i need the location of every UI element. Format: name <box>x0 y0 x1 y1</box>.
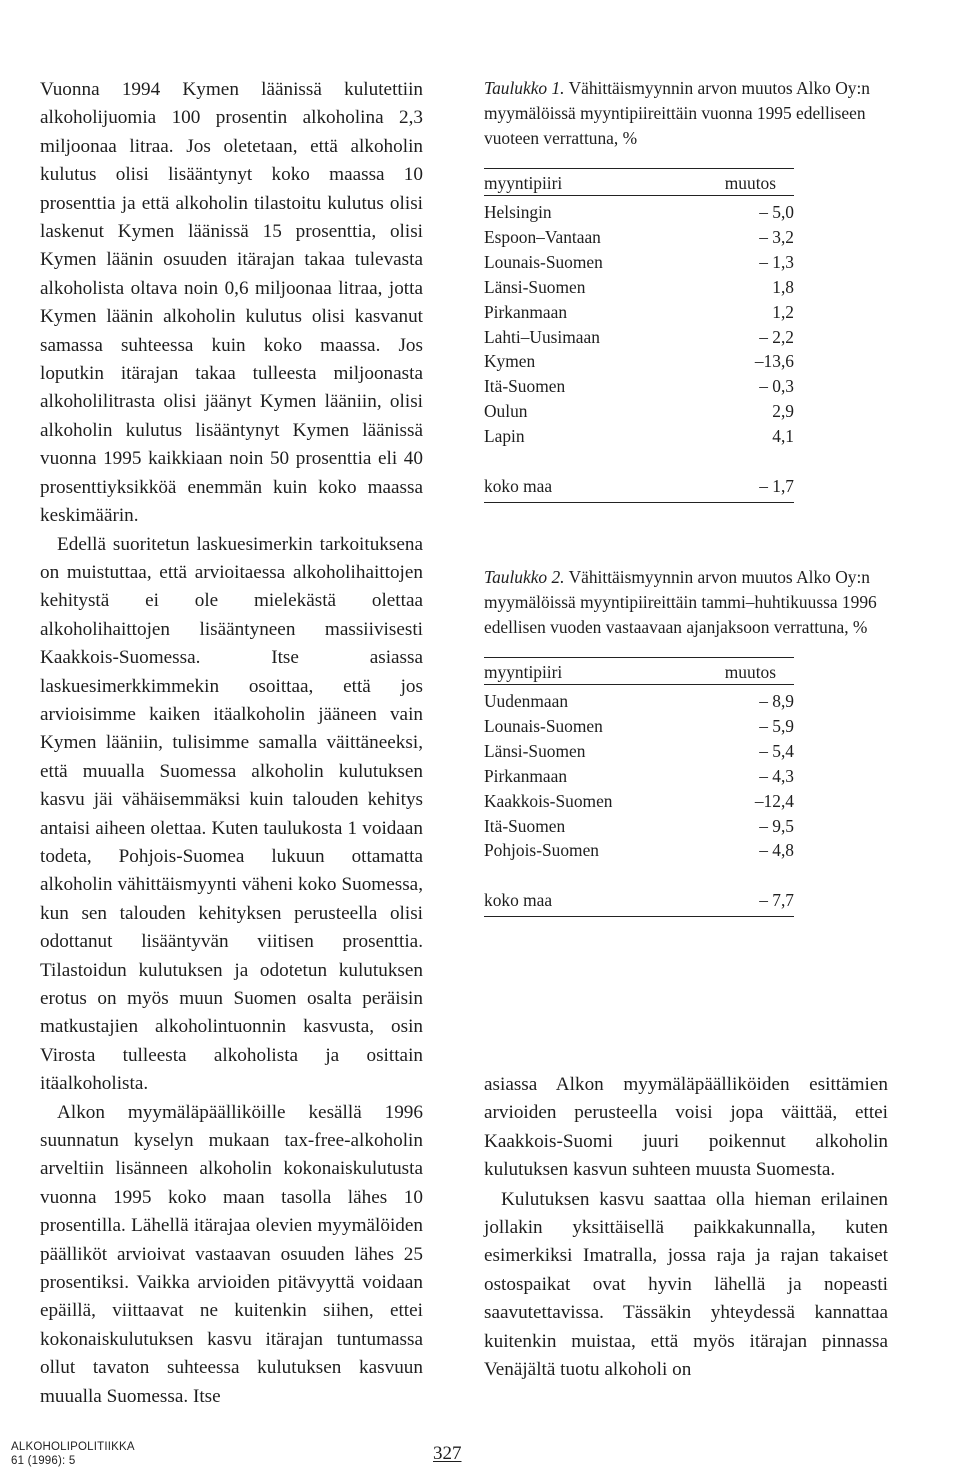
table-2-label: Taulukko 2. <box>484 566 565 587</box>
table-1 <box>484 168 794 503</box>
right-paragraph-1: asiassa Alkon myymäläpäälliköiden esittämien arvioiden perusteella voisi jopa väittää, ettei Kaakkois-Suomi juuri poikennut alkoholin kulutuksen kasvun suhteen muusta Suomesta. <box>484 1074 888 1181</box>
table-2-col-district: myyntipiiri <box>484 661 563 682</box>
table-2-total-value: – 7,7 <box>759 890 794 911</box>
change-cell: 2,9 <box>772 401 794 422</box>
table-2 <box>484 657 794 917</box>
table-row <box>484 739 794 764</box>
change-cell: – 1,3 <box>759 251 794 272</box>
district-cell: Länsi-Suomen <box>484 276 586 297</box>
table-row <box>484 250 794 275</box>
right-column-text <box>484 1071 888 1384</box>
table-row <box>484 424 794 449</box>
change-cell: 1,2 <box>772 301 794 322</box>
table-1-body <box>484 196 794 450</box>
change-cell: – 0,3 <box>759 376 794 397</box>
journal-name: ALKOHOLIPOLITIIKKA <box>11 1441 135 1453</box>
table-1-total-label: koko maa <box>484 476 553 497</box>
table-1-caption-text: Vähittäismyynnin arvon muutos Alko Oy:n myymälöissä myyntipiireittäin vuonna 1995 edelliseen vuoteen verrattuna, % <box>484 78 870 148</box>
district-cell: Lounais-Suomen <box>484 251 603 272</box>
district-cell: Pirkanmaan <box>484 301 568 322</box>
change-cell: 4,1 <box>772 426 794 447</box>
table-1-total-value: – 1,7 <box>759 476 794 497</box>
change-cell: – 4,3 <box>759 765 794 786</box>
table-row <box>484 196 794 225</box>
body-paragraph-2: Edellä suoritetun laskuesimerkin tarkoituksena on muistuttaa, että arvioitaessa alkoholihaittojen kehitystä ei ole mielekästä olettaa alkoholihaittojen lisääntyneen massiivisesti Kaakkois-Suomessa. Itse asiassa laskuesimerkkimmekin osoittaa, että jos arvioisimme kaiken itäalkoholin jääneen vain Kymen lääniin, tulisimme samalla väittäneeksi, että muualla Suomessa alkoholin kulutuksen kasvu jäi vähäisemmäksi kuin talouden kehitys antaisi aiheen olettaa. Kuten taulukosta 1 voidaan todeta, Pohjois-Suomea lukuun ottamatta alkoholin vähittäismyynti väheni koko Suomessa, kun sen talouden kehityksen perusteella olisi odottanut lisääntyvän viitisen prosenttia. Tilastoidun kulutuksen ja odotetun kulutuksen erotus on myös muun Suomen osalta peräisin matkustajien alkoholintuonnin kasvusta, osin Virosta tulleesta alkoholista ja osittain itäalkoholista. <box>40 533 423 1095</box>
table-row <box>484 789 794 814</box>
table-2-body <box>484 684 794 863</box>
table-row <box>484 838 794 863</box>
district-cell: Pohjois-Suomen <box>484 840 599 861</box>
district-cell: Lounais-Suomen <box>484 715 603 736</box>
district-cell: Lahti–Uusimaan <box>484 326 600 347</box>
table-1-block <box>484 76 888 503</box>
change-cell: 1,8 <box>772 276 794 297</box>
district-cell: Itä-Suomen <box>484 815 566 836</box>
table-1-label: Taulukko 1. <box>484 78 565 98</box>
footer-journal-info <box>11 1440 135 1468</box>
left-column <box>40 76 423 1411</box>
district-cell: Kaakkois-Suomen <box>484 790 613 811</box>
district-cell: Pirkanmaan <box>484 765 568 786</box>
table-2-total-label: koko maa <box>484 890 553 911</box>
table-row <box>484 325 794 350</box>
district-cell: Oulun <box>484 401 528 422</box>
change-cell: – 2,2 <box>759 326 794 347</box>
table-row <box>484 225 794 250</box>
table-row <box>484 374 794 399</box>
table-row <box>484 349 794 374</box>
change-cell: – 5,9 <box>759 715 794 736</box>
table-row <box>484 814 794 839</box>
table-1-caption <box>484 76 888 151</box>
change-cell: –12,4 <box>754 790 794 811</box>
district-cell: Kymen <box>484 351 536 372</box>
table-1-col-change: muutos <box>724 173 776 193</box>
table-2-caption-text: Vähittäismyynnin arvon muutos Alko Oy:n myymälöissä myyntipiireittäin tammi–huhtikuussa 1996 edellisen vuoden vastaavaan ajanjaksoon verrattuna, % <box>484 566 877 637</box>
table-2-col-change: muutos <box>724 661 776 682</box>
body-paragraph-1: Vuonna 1994 Kymen läänissä kulutettiin alkoholijuomia 100 prosentin alkoholina 2,3 miljoonaa litraa. Jos oletetaan, että alkoholin kulutus olisi lisääntynyt koko maassa 10 prosenttia ja että alkoholin tilastoitu kulutus olisi laskenut Kymen läänissä 15 prosenttia, olisi Kymen läänin osuuden itärajan takaa tulevasta alkoholista oltava noin 0,6 miljoonaa litraa, jotta Kymen läänin alkoholin kulutus olisi kasvanut samassa suhteessa kuin koko maassa. Jos loputkin itärajan takaa tulleesta miljoonasta alkoholilitrasta olisi jäänyt Kymen lääniin, olisi alkoholin kulutus lisääntynyt Kymen läänissä vuonna 1995 kaikkiaan noin 50 prosenttia eli 40 prosenttiyksikköä enemmän kuin koko maassa keskimäärin. <box>40 79 423 527</box>
table-row <box>484 399 794 424</box>
table-row <box>484 714 794 739</box>
district-cell: Länsi-Suomen <box>484 740 586 761</box>
change-cell: – 5,4 <box>759 740 794 761</box>
body-paragraph-3: Alkon myymäläpäälliköille kesällä 1996 suunnatun kyselyn mukaan tax-free-alkoholin arveltiin lisänneen alkoholin kokonaiskulutusta vuonna 1995 koko maan tasolla lähes 10 prosentilla. Lähellä itärajaa olevien myymälöiden päälliköt arvioivat vastaavan osuuden lähes 25 prosentiksi. Vaikka arvioiden pitävyyttä voidaan epäillä, viittaavat ne kuitenkin siihen, ettei kokonaiskulutuksen kasvu itärajan tuntumassa ollut tavaton suhteessa kulutuksen kasvuun muualla Suomessa. Itse <box>40 1101 423 1407</box>
table-2-header-row <box>484 657 794 684</box>
table-row <box>484 684 794 713</box>
district-cell: Itä-Suomen <box>484 376 566 397</box>
right-paragraph-2: Kulutuksen kasvu saattaa olla hieman erilainen jollakin yksittäisellä paikkakunnalla, kuten esimerkiksi Imatralla, jossa raja ja rajan takaiset ostospaikat ovat hyvin lähellä ja nopeasti saavutettavissa. Tässäkin yhteydessä kannattaa kuitenkin muistaa, että myös itärajan pinnassa Venäjältä tuotu alkoholi on <box>484 1188 888 1381</box>
district-cell: Uudenmaan <box>484 690 569 711</box>
district-cell: Lapin <box>484 426 525 447</box>
change-cell: – 4,8 <box>759 840 794 861</box>
change-cell: – 8,9 <box>759 690 794 711</box>
table-row <box>484 764 794 789</box>
change-cell: –13,6 <box>754 351 794 372</box>
table-row <box>484 300 794 325</box>
table-1-total-row <box>484 449 794 502</box>
table-2-total-row <box>484 863 794 916</box>
journal-issue: 61 (1996): 5 <box>11 1455 76 1467</box>
district-cell: Espoon–Vantaan <box>484 226 601 247</box>
change-cell: – 3,2 <box>759 226 794 247</box>
table-1-col-district: myyntipiiri <box>484 173 563 193</box>
table-1-header-row <box>484 169 794 196</box>
change-cell: – 9,5 <box>759 815 794 836</box>
table-2-caption <box>484 565 888 640</box>
right-column-tables <box>484 76 888 917</box>
table-row <box>484 275 794 300</box>
change-cell: – 5,0 <box>759 202 794 222</box>
page-number: 327 <box>433 1443 462 1464</box>
table-2-block <box>484 565 888 917</box>
district-cell: Helsingin <box>484 202 552 222</box>
